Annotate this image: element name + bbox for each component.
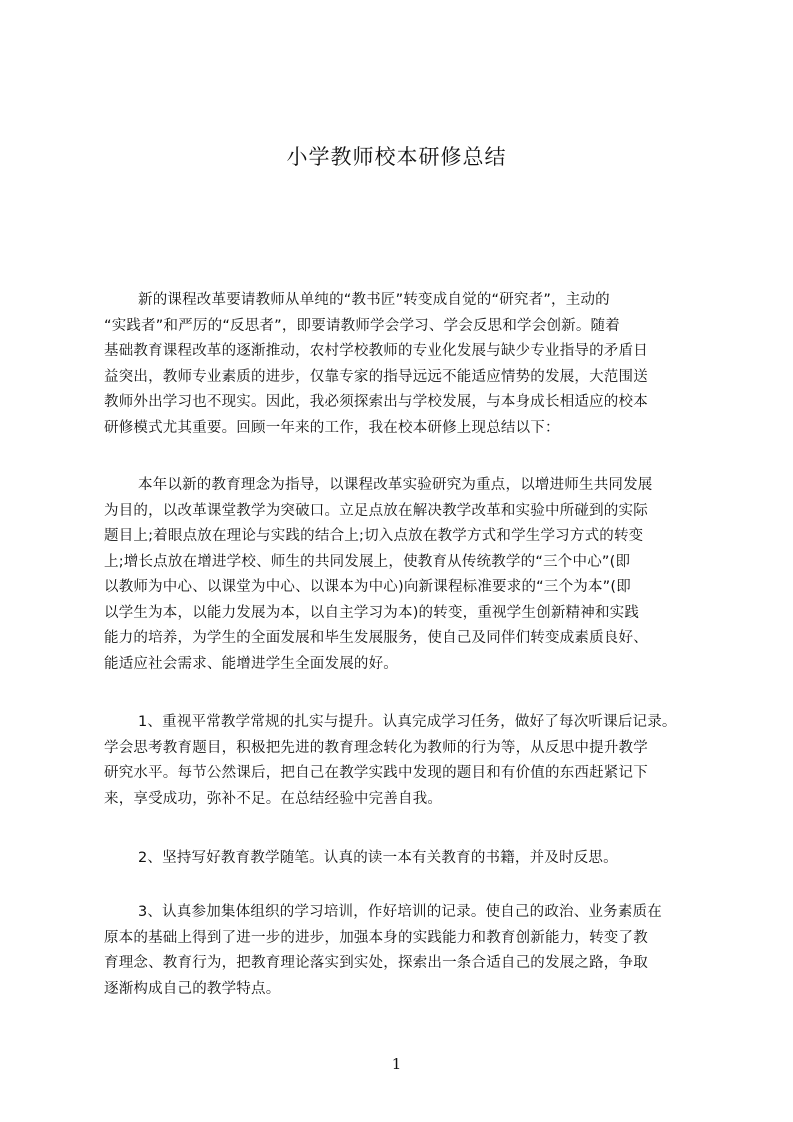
paragraph-line: 学会思考教育题目，积极把先进的教育理念转化为教师的行为等，从反思中提升教学	[104, 739, 648, 756]
paragraph-line: “实践者”和严厉的“反思者”，即要请教师学会学习、学会反思和学会创新。随着	[104, 317, 620, 334]
paragraph-line: 上;增长点放在增进学校、师生的共同发展上，使教育从传统教学的“三个中心”(即	[104, 553, 631, 570]
paragraph-line: 能适应社会需求、能增进学生全面发展的好。	[104, 655, 398, 672]
paragraph-line: 1、重视平常教学常规的扎实与提升。认真完成学习任务，做好了每次听课后记录。	[138, 714, 677, 730]
paragraph-line: 研究水平。每节公然课后，把自己在教学实践中发现的题目和有价值的东西赶紧记下	[104, 765, 648, 781]
paragraph-line: 本年以新的教育理念为指导，以课程改革实验研究为重点，以增进师生共同发展	[138, 477, 653, 493]
paragraph-line: 原本的基础上得到了进一步的进步，加强本身的实践能力和教育创新能力，转变了教	[104, 929, 648, 946]
paragraph-line: 2、坚持写好教育教学随笔。认真的读一本有关教育的书籍，并及时反思。	[138, 850, 618, 866]
paragraph-item-3	[104, 900, 724, 1002]
paragraph-item-1	[104, 710, 724, 812]
paragraph-line: 来，享受成功，弥补不足。在总结经验中完善自我。	[104, 790, 443, 807]
paragraph-line: 以教师为中心、以课堂为中心、以课本为中心)向新课程标准要求的“三个为本”(即	[104, 579, 631, 595]
paragraph-line: 教师外出学习也不现实。因此，我必须探索出与学校发展，与本身成长相适应的校本	[104, 394, 648, 410]
paragraph-guiding-principles	[104, 473, 724, 677]
paragraph-line: 3、认真参加集体组织的学习培训，作好培训的记录。使自己的政治、业务素质在	[138, 904, 662, 920]
paragraph-line: 题目上;着眼点放在理论与实践的结合上;切入点放在教学方式和学生学习方式的转变	[104, 528, 644, 544]
paragraph-line: 为目的，以改革课堂教学为突破口。立足点放在解决教学改革和实验中所碰到的实际	[104, 502, 648, 519]
paragraph-line: 研修模式尤其重要。回顾一年来的工作，我在校本研修上现总结以下：	[104, 419, 560, 436]
paragraph-item-2	[104, 846, 724, 872]
paragraph-intro	[104, 288, 724, 441]
paragraph-line: 能力的培养，为学生的全面发展和毕生发展服务，使自己及同伴们转变成素质良好、	[104, 630, 648, 646]
paragraph-line: 基础教育课程改革的逐渐推动，农村学校教师的专业化发展与缺少专业指导的矛盾日	[104, 343, 648, 359]
paragraph-line: 育理念、教育行为，把教育理论落实到实处，探索出一条合适自己的发展之路，争取	[104, 955, 648, 971]
paragraph-line: 新的课程改革要请教师从单纯的“教书匠”转变成自觉的“研究者”，主动的	[138, 292, 610, 308]
document-title: 小学教师校本研修总结	[286, 145, 507, 169]
paragraph-line: 逐渐构成自己的教学特点。	[104, 980, 281, 997]
paragraph-line: 以学生为本，以能力发展为本，以自主学习为本)的转变，重视学生创新精神和实践	[104, 604, 640, 621]
page-number: 1	[391, 1055, 402, 1073]
paragraph-line: 益突出，教师专业素质的进步，仅靠专家的指导远远不能适应情势的发展，大范围送	[104, 368, 648, 385]
